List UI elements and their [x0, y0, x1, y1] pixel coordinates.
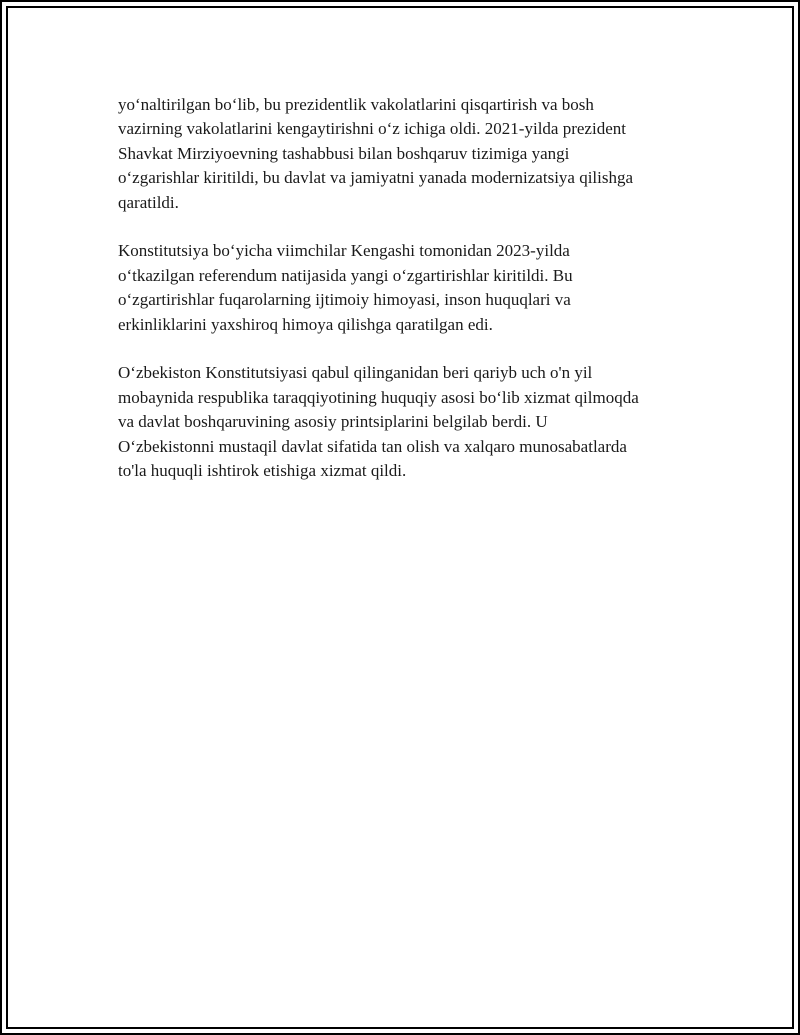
text-line: mobaynida respublika taraqqiyotining huquqiy asosi bo‘lib xizmat qilmoqda: [118, 387, 639, 407]
text-line: Konstitutsiya bo‘yicha viimchilar Kengashi tomonidan 2023-yilda: [118, 241, 570, 261]
text-line: va davlat boshqaruvining asosiy printsiplarini belgilab berdi. U: [118, 412, 548, 432]
text-line: to'la huquqli ishtirok etishiga xizmat qildi.: [118, 461, 407, 481]
text-line: qaratildi.: [118, 192, 179, 212]
paragraph-2: [118, 239, 698, 337]
text-line: Shavkat Mirziyoevning tashabbusi bilan boshqaruv tizimiga yangi: [118, 143, 570, 163]
paragraph-1: [118, 93, 698, 215]
text-line: o‘zgartirishlar fuqarolarning ijtimoiy himoyasi, inson huquqlari va: [118, 290, 571, 310]
text-line: vazirning vakolatlarini kengaytirishni o‘z ichiga oldi. 2021-yilda prezident: [118, 119, 626, 139]
text-line: O‘zbekistonni mustaqil davlat sifatida tan olish va xalqaro munosabatlarda: [118, 436, 627, 456]
text-line: o‘tkazilgan referendum natijasida yangi o‘zgartirishlar kiritildi. Bu: [118, 265, 573, 285]
paragraph-3: [118, 361, 698, 483]
text-line: yo‘naltirilgan bo‘lib, bu prezidentlik vakolatlarini qisqartirish va bosh: [118, 95, 594, 114]
document-body: [118, 93, 698, 508]
text-line: o‘zgarishlar kiritildi, bu davlat va jamiyatni yanada modernizatsiya qilishga: [118, 168, 634, 188]
text-line: O‘zbekiston Konstitutsiyasi qabul qilinganidan beri qariyb uch o'n yil: [118, 363, 593, 383]
text-line: erkinliklarini yaxshiroq himoya qilishga qaratilgan edi.: [118, 314, 493, 334]
